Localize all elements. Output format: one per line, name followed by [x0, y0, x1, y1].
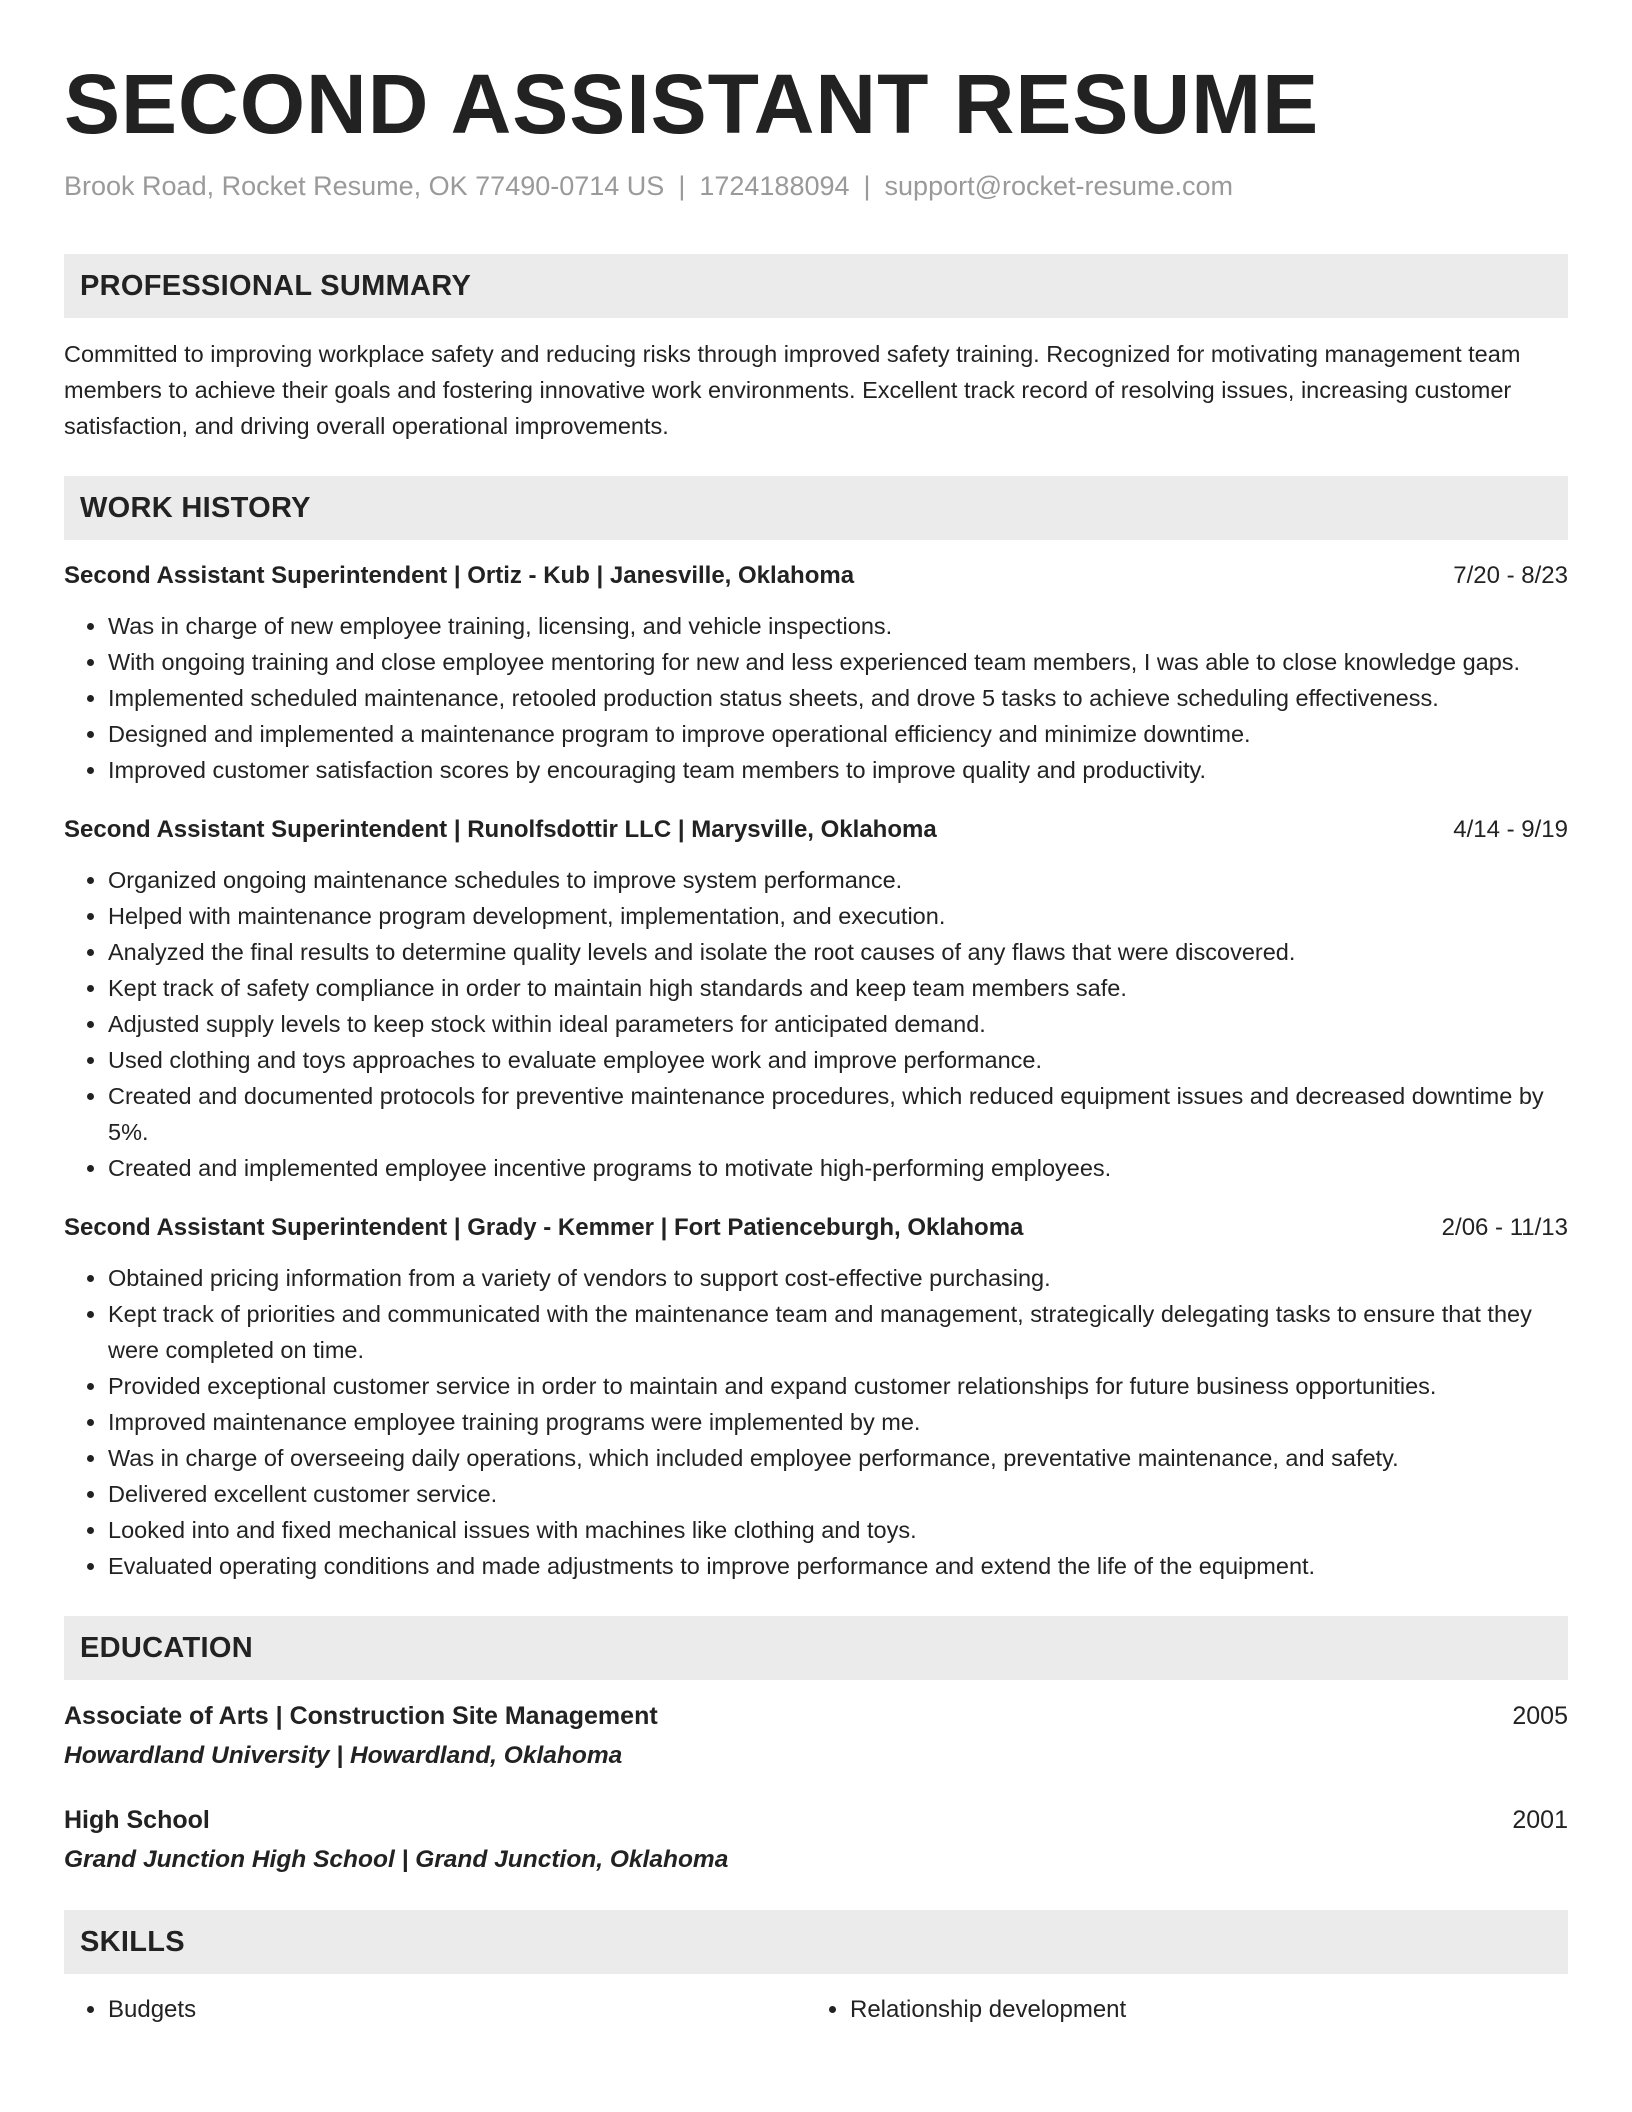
- job-title: Second Assistant Superintendent | Runolfsdottir LLC | Marysville, Oklahoma: [64, 816, 937, 843]
- skills-list: [64, 1992, 1568, 2028]
- skills-heading: SKILLS: [64, 1910, 1568, 1974]
- education-entry: [64, 1698, 1568, 1774]
- job-title: Second Assistant Superintendent | Grady - Kemmer | Fort Patienceburgh, Oklahoma: [64, 1214, 1024, 1241]
- job-dates: 4/14 - 9/19: [1453, 816, 1568, 843]
- job-bullet: • Delivered excellent customer service.: [108, 1476, 1568, 1512]
- job-dates: 2/06 - 11/13: [1441, 1214, 1568, 1241]
- job-entry: [64, 812, 1568, 1186]
- job-bullet: • Provided exceptional customer service in order to maintain and expand customer relationships for future business opportunities.: [108, 1368, 1568, 1404]
- skills-column-right: [806, 1992, 1548, 2028]
- job-bullet: • Adjusted supply levels to keep stock within ideal parameters for anticipated demand.: [108, 1006, 1568, 1042]
- contact-phone: 1724188094: [699, 171, 850, 201]
- job-bullets: [64, 608, 1568, 788]
- job-entry: [64, 558, 1568, 788]
- resume-name: SECOND ASSISTANT RESUME: [64, 57, 1320, 151]
- contact-separator: |: [678, 171, 686, 201]
- education-degree: High School: [64, 1806, 210, 1834]
- skills-column-left: [64, 1992, 806, 2028]
- education-school: Howardland University | Howardland, Oklahoma: [64, 1742, 623, 1769]
- skill-item: • Relationship development: [850, 1992, 1548, 2028]
- job-bullet: • Implemented scheduled maintenance, retooled production status sheets, and drove 5 tasks to achieve scheduling effectiveness.: [108, 680, 1568, 716]
- summary-text: Committed to improving workplace safety and reducing risks through improved safety training. Recognized for motivating management team members to achieve their goals and fostering innovative work environments. Excellent track record of resolving issues, increasing customer satisfaction, and driving overall operational improvements.: [64, 341, 1521, 439]
- job-bullet: • With ongoing training and close employee mentoring for new and less experienced team members, I was able to close knowledge gaps.: [108, 644, 1568, 680]
- contact-line: [64, 170, 1568, 202]
- job-bullet: • Was in charge of new employee training, licensing, and vehicle inspections.: [108, 608, 1568, 644]
- job-bullet: • Helped with maintenance program development, implementation, and execution.: [108, 898, 1568, 934]
- job-bullet: • Obtained pricing information from a variety of vendors to support cost-effective purchasing.: [108, 1260, 1568, 1296]
- education-year: 2005: [1512, 1702, 1568, 1730]
- education-school: Grand Junction High School | Grand Junction, Oklahoma: [64, 1846, 729, 1873]
- job-bullet: • Used clothing and toys approaches to evaluate employee work and improve performance.: [108, 1042, 1568, 1078]
- summary-heading: PROFESSIONAL SUMMARY: [64, 254, 1568, 318]
- job-bullet: • Improved maintenance employee training programs were implemented by me.: [108, 1404, 1568, 1440]
- job-bullet: • Organized ongoing maintenance schedules to improve system performance.: [108, 862, 1568, 898]
- contact-email: support@rocket-resume.com: [884, 171, 1234, 201]
- job-entry: [64, 1210, 1568, 1584]
- contact-separator: |: [863, 171, 871, 201]
- job-bullet: • Designed and implemented a maintenance program to improve operational efficiency and minimize downtime.: [108, 716, 1568, 752]
- education-degree: Associate of Arts | Construction Site Management: [64, 1702, 658, 1730]
- job-bullet: • Created and documented protocols for preventive maintenance procedures, which reduced equipment issues and decreased downtime by 5%.: [108, 1078, 1568, 1150]
- job-bullet: • Looked into and fixed mechanical issues with machines like clothing and toys.: [108, 1512, 1568, 1548]
- job-bullets: [64, 862, 1568, 1186]
- job-title: Second Assistant Superintendent | Ortiz - Kub | Janesville, Oklahoma: [64, 562, 855, 589]
- job-bullet: • Analyzed the final results to determine quality levels and isolate the root causes of any flaws that were discovered.: [108, 934, 1568, 970]
- education-entry: [64, 1802, 1568, 1878]
- work-history-heading: WORK HISTORY: [64, 476, 1568, 540]
- job-bullet: • Was in charge of overseeing daily operations, which included employee performance, preventative maintenance, and safety.: [108, 1440, 1568, 1476]
- job-bullet: • Kept track of priorities and communicated with the maintenance team and management, strategically delegating tasks to ensure that they were completed on time.: [108, 1296, 1568, 1368]
- education-year: 2001: [1512, 1806, 1568, 1834]
- job-bullet: • Created and implemented employee incentive programs to motivate high-performing employees.: [108, 1150, 1568, 1186]
- education-heading: EDUCATION: [64, 1616, 1568, 1680]
- job-bullet: • Improved customer satisfaction scores by encouraging team members to improve quality and productivity.: [108, 752, 1568, 788]
- contact-address: Brook Road, Rocket Resume, OK 77490-0714 US: [64, 171, 665, 201]
- job-bullet: • Evaluated operating conditions and made adjustments to improve performance and extend the life of the equipment.: [108, 1548, 1568, 1584]
- resume-page: [64, 0, 1568, 2028]
- skill-item: • Budgets: [108, 1992, 806, 2028]
- job-bullets: [64, 1260, 1568, 1584]
- job-bullet: • Kept track of safety compliance in order to maintain high standards and keep team members safe.: [108, 970, 1568, 1006]
- job-dates: 7/20 - 8/23: [1453, 562, 1568, 589]
